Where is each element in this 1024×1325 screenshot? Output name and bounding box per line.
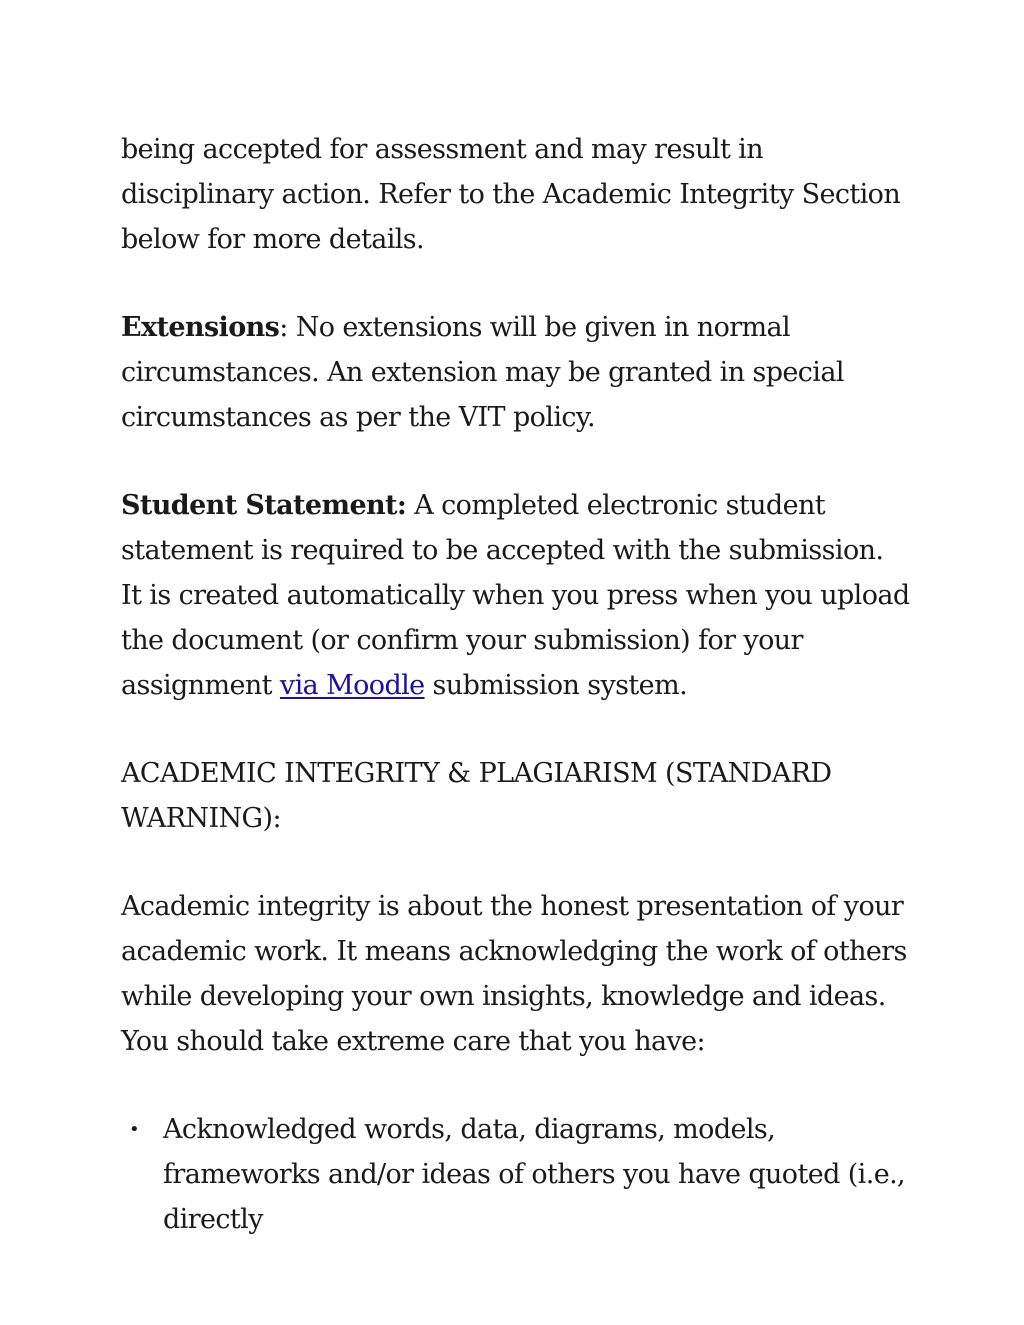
assessment-paragraph: being accepted for assessment and may result in disciplinary action. Refer to the Academic Integrity Section below for more details. xyxy=(121,134,901,255)
student-statement-text: A completed electronic student statement is required to be accepted with the submission. It is created automatically when you press when you upload the document (or confirm your submission) for your assignment xyxy=(121,490,910,701)
extensions-paragraph xyxy=(121,305,911,440)
document-page xyxy=(121,127,911,1242)
student-statement-paragraph xyxy=(121,483,911,708)
academic-integrity-heading: ACADEMIC INTEGRITY & PLAGIARISM (STANDARD WARNING): xyxy=(121,758,832,834)
bullet-icon: • xyxy=(129,1119,140,1140)
moodle-link[interactable]: via Moodle xyxy=(279,670,425,701)
integrity-checklist xyxy=(121,1107,911,1242)
list-item xyxy=(121,1107,911,1242)
list-item-text: Acknowledged words, data, diagrams, models, frameworks and/or ideas of others you have quoted (i.e., directly xyxy=(163,1114,906,1235)
academic-integrity-paragraph: Academic integrity is about the honest presentation of your academic work. It means acknowledging the work of others while developing your own insights, knowledge and ideas. You should take extreme care that you have: xyxy=(121,891,907,1057)
student-statement-label: Student Statement: xyxy=(121,490,407,521)
extensions-text: : No extensions will be given in normal circumstances. An extension may be granted in special circumstances as per the VIT policy. xyxy=(121,312,844,433)
extensions-label: Extensions xyxy=(121,312,280,343)
student-statement-text-end: submission system. xyxy=(424,670,688,701)
